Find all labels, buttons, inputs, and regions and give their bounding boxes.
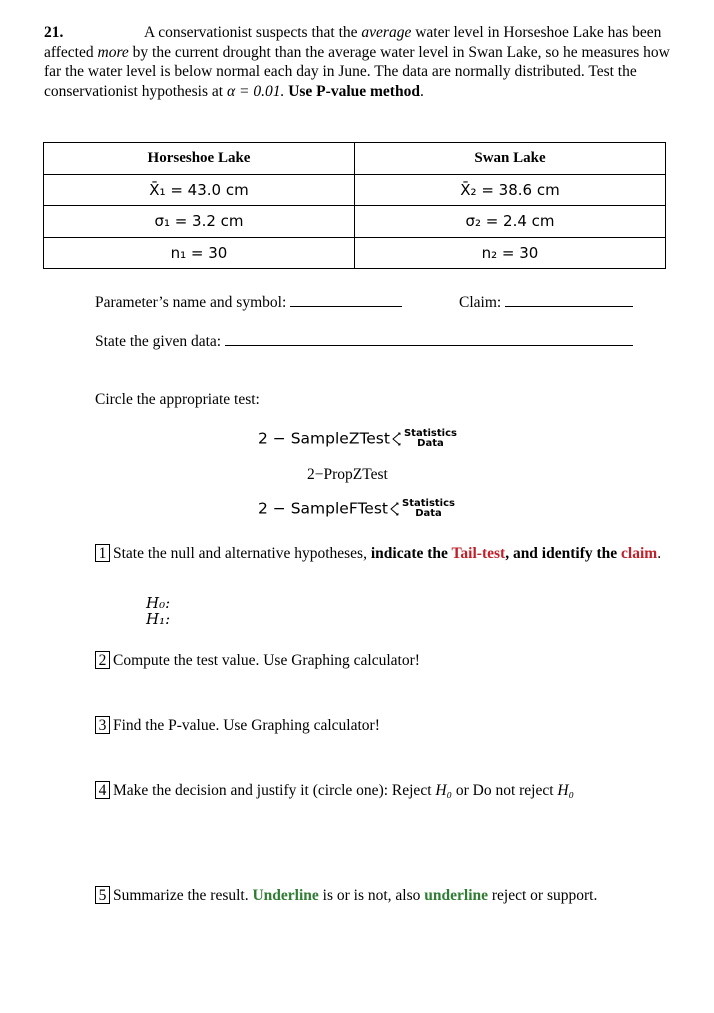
mean-2: X̄₂ = 38.6 cm xyxy=(355,174,666,206)
given-blank[interactable] xyxy=(225,331,633,346)
given-line: State the given data: xyxy=(95,331,633,351)
sigma-1: σ₁ = 3.2 cm xyxy=(44,206,355,238)
sigma-2: σ₂ = 2.4 cm xyxy=(355,206,666,238)
table-row xyxy=(44,206,666,238)
reject-h0-option[interactable]: H₀ xyxy=(435,782,452,799)
branch-arrows-icon xyxy=(390,430,404,448)
n-2: n₂ = 30 xyxy=(355,237,666,269)
table-header-row xyxy=(44,143,666,175)
step-2: 2 Compute the test value. Use Graphing calculator! xyxy=(95,651,420,670)
step-1: 1 State the null and alternative hypotheses, indicate the Tail-test, and identify the claim. xyxy=(95,542,675,565)
claim-blank[interactable] xyxy=(505,292,633,307)
test-option-2-sample-f[interactable]: 2 − SampleFTest Statistics Data xyxy=(258,498,455,519)
branch-arrows-icon xyxy=(388,500,402,518)
parameter-line: Parameter’s name and symbol: xyxy=(95,292,402,312)
step-3: 3 Find the P-value. Use Graphing calculator! xyxy=(95,716,380,735)
step-number-4: 4 xyxy=(95,781,110,799)
test-option-2-prop-z[interactable]: 2−PropZTest xyxy=(307,466,388,483)
claim-line: Claim: xyxy=(459,292,633,312)
mean-1: X̄₁ = 43.0 cm xyxy=(44,174,355,206)
step-number-2: 2 xyxy=(95,651,110,669)
null-hypothesis: H₀: xyxy=(146,594,171,612)
step-number-3: 3 xyxy=(95,716,110,734)
step-number-5: 5 xyxy=(95,886,110,904)
do-not-reject-h0-option[interactable]: H₀ xyxy=(557,782,575,799)
alternative-hypothesis: H₁: xyxy=(146,610,171,628)
step-number-1: 1 xyxy=(95,544,110,562)
table-row xyxy=(44,174,666,206)
header-horseshoe: Horseshoe Lake xyxy=(44,143,355,175)
test-option-2-sample-z[interactable]: 2 − SampleZTest Statistics Data xyxy=(258,428,457,449)
table-row xyxy=(44,237,666,269)
n-1: n₁ = 30 xyxy=(44,237,355,269)
data-table xyxy=(43,142,666,269)
question-number: 21. xyxy=(44,24,64,41)
step-5: 5 Summarize the result. Underline is or is not, also underline reject or support. xyxy=(95,886,597,905)
header-swan: Swan Lake xyxy=(355,143,666,175)
step-4: 4 Make the decision and justify it (circle one): Reject H₀ or Do not reject H₀ xyxy=(95,781,574,800)
question-text: 21. A conservationist suspects that the average water level in Horseshoe Lake has been affected more by the current drought than the average water level in Swan Lake, so he measures how far the water level is below normal each day in June. The data are normally distributed. Test the conservationist hypothesis at α = 0.01. Use P-value method. xyxy=(44,24,670,100)
circle-prompt: Circle the appropriate test: xyxy=(95,391,260,408)
parameter-blank[interactable] xyxy=(290,292,402,307)
